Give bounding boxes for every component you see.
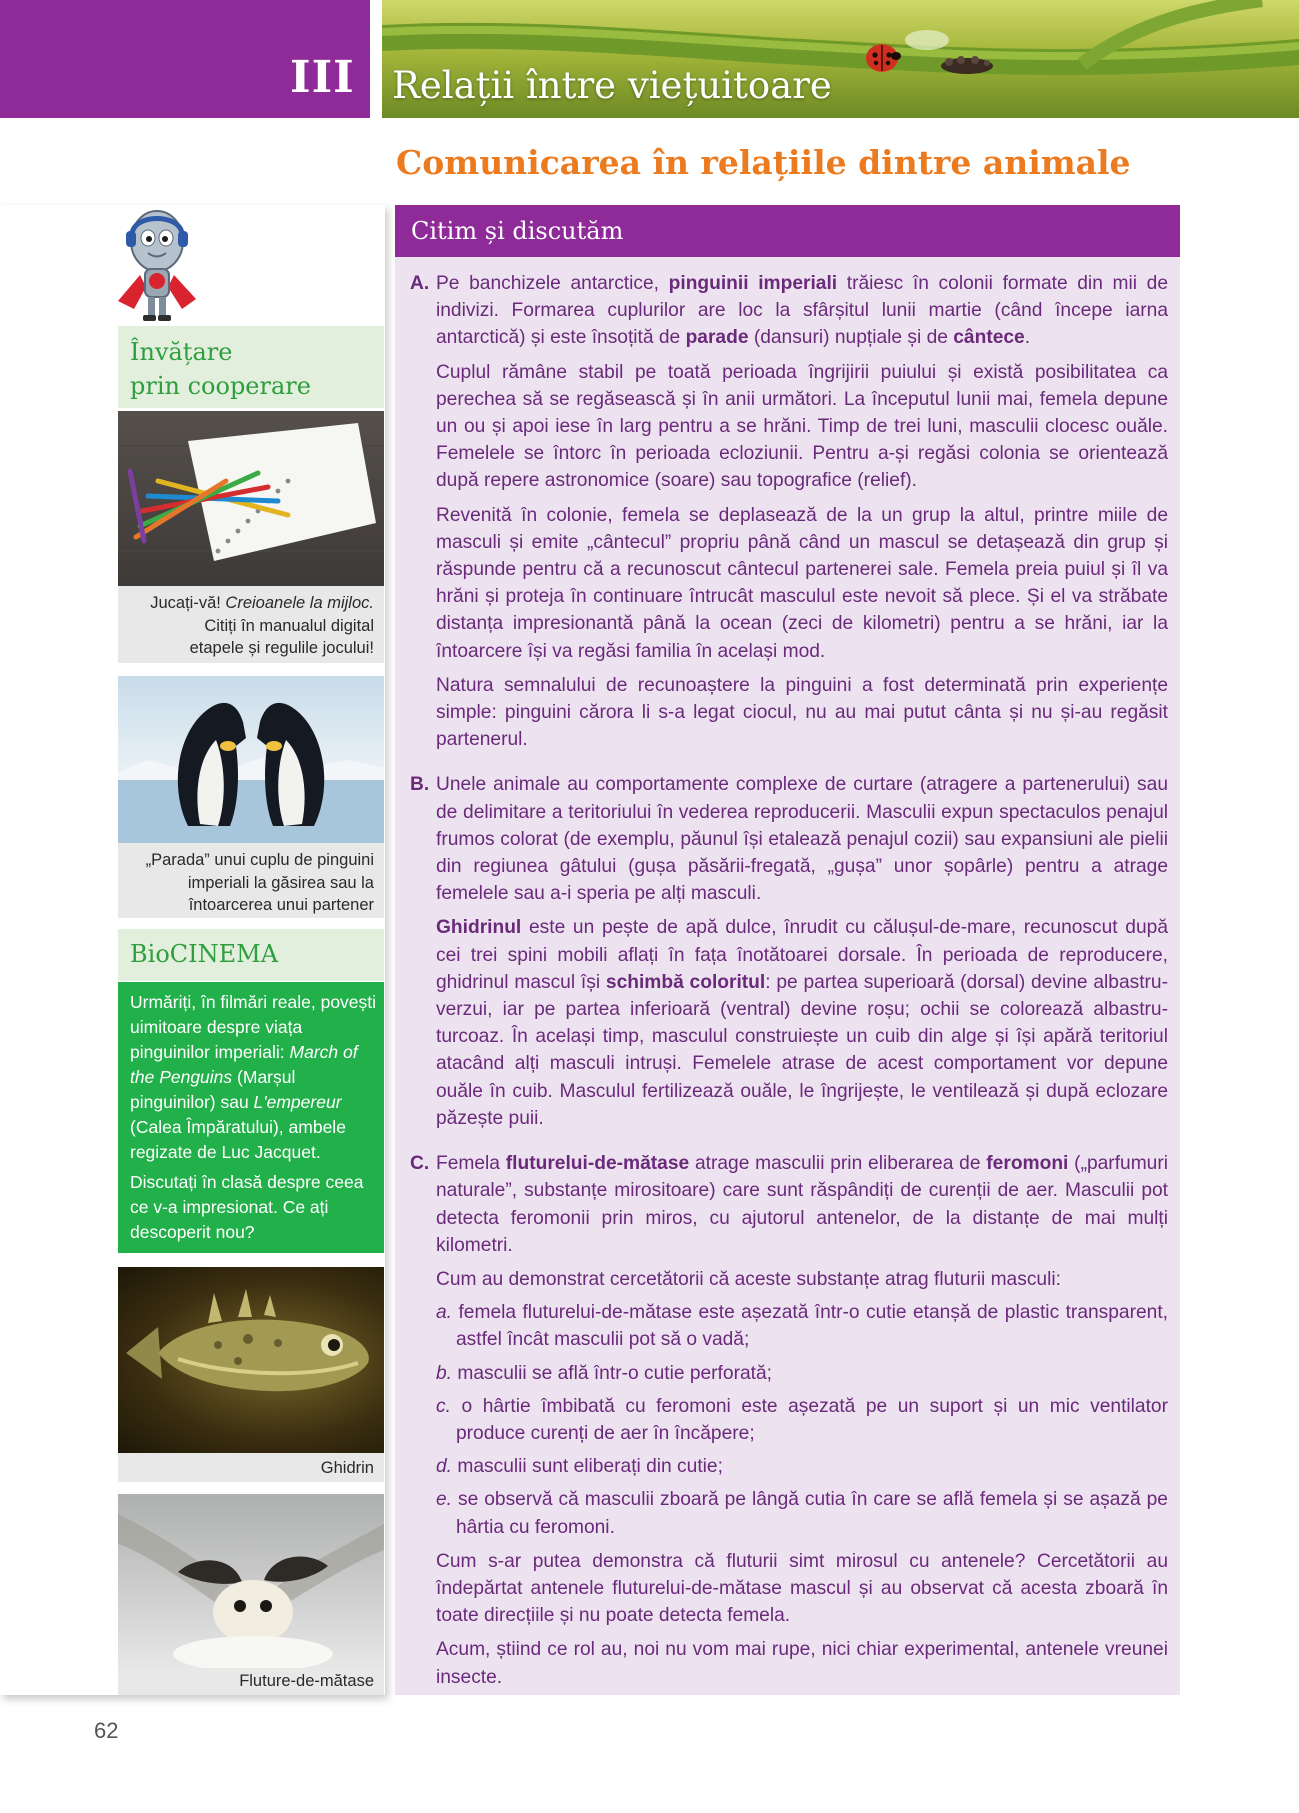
page-title: Comunicarea în relațiile dintre animale (396, 143, 1131, 182)
experiment-step: e. se observă că masculii zboară pe lângă cutia în care se află femela și se așază pe hârtia cu feromoni. (436, 1489, 1168, 1538)
section-c-paragraph-2: Cum au demonstrat cercetătorii că aceste substanțe atrag fluturii masculi: (436, 1268, 1061, 1290)
section-a-paragraph-4: Natura semnalului de recunoaștere la pinguini a fost determinată prin experiențe simple: pinguini cărora li s-a legat ciocul, nu au mai putut cânta și nu și-au regăsit partenerul. (436, 674, 1168, 751)
experiment-step: d. masculii sunt eliberați din cutie; (436, 1456, 723, 1478)
fish-caption: Ghidrin (320, 1459, 374, 1477)
penguin-caption: „Parada” unui cuplu de pinguini imperiali la găsirea sau la întoarcerea unui partener (145, 851, 374, 914)
biocinema-text: Urmăriți, în filmări reale, povești uimitoare despre viața pinguinilor imperiali: March of the Penguins (Marșul pinguinilor) sau L'empereur (Calea Împăratului), ambele regizate de Luc Jacquet. Discutați în clasă despre ceea ce v-a impresionat. Ce ați descoperit nou? (130, 992, 377, 1242)
experiment-step: a. femela fluturelui-de-mătase este așezată într-o cutie etanșă de plastic transparent, astfel încât masculii pot să o vadă; (436, 1302, 1168, 1351)
chapter-numeral: III (290, 52, 355, 103)
page-number: 62 (94, 1718, 119, 1743)
experiment-step: c. o hârtie îmbibată cu feromoni este așezată pe un suport și un mic ventilator produce curenți de aer în încăpere; (436, 1395, 1168, 1444)
stickleback-fish-image (118, 1267, 384, 1453)
biocinema-title: BioCINEMA (130, 940, 279, 968)
section-b-paragraph-1: B. Unele animale au comportamente complexe de curtare (atragere a partenerului) sau de delimitare a teritoriului în vederea reproducerii. Masculii expun spectaculos penajul frumos colorat (de exemplu, păunul își etalează penajul cozii) sau expansiuni ale pielii din regiunea gâtului (gușa păsării-fregată, „gușa” unor șopârle) pentru a atrage femelele sau a-i speria pe alți masculi. (410, 771, 1168, 907)
reading-section-title: Citim și discutăm (411, 217, 624, 245)
section-b-letter: B. (410, 774, 430, 796)
reading-text (410, 270, 1168, 1691)
section-b-paragraph-2: Ghidrinul este un pește de apă dulce, înrudit cu călușul-de-mare, recunoscut după cei trei spini mobili aflați în fața înotătoarei dorsale. În perioada de reproducere, ghidrinul mascul își schimbă coloritul: pe partea superioară (dorsal) devine albastru-verzui, iar pe partea inferioară (ventral) devine roșu; ochii se colorează albastru-turcoaz. În același timp, masculul construiește un cuib din alge și își apără teritoriul atacând alți masculi intruși. Femelele atrase de acest comportament vor depune ouăle în cuib. Masculul fertilizează ouăle, le îngrijește, le ventilează și după eclozare păzește puii. (436, 917, 1168, 1129)
silk-moth-image (118, 1494, 384, 1668)
section-a-paragraph-3: Revenită în colonie, femela se deplasează de la un grup la altul, printre miile de masculi și emite „cântecul” propriu până când un mascul se detașează din grup și răspunde pentru că a recunoscut cântecul partenerei sale. Femela preia puiul și îl va hrăni și proteja în continuare întrucât masculul este nevoit să plece. Și el va străbate distanța impresionantă până la ocean (zeci de kilometri) pentru a se hrăni, iar la întoarcere își va regăsi familia în același mod. (436, 504, 1168, 662)
cooperative-learning-title (130, 335, 380, 403)
section-c-letter: C. (410, 1153, 430, 1175)
section-c-paragraph-3: Cum s-ar putea demonstra că fluturii simt mirosul cu antenele? Cercetătorii au îndepărtat antenele fluturelui-de-mătase mascul și au observat că acesta zboară în toate direcțiile și nu poate detecta femela. (436, 1550, 1168, 1627)
notebook-pencils-image (118, 411, 384, 586)
mascot-icon (112, 205, 202, 325)
coop-title-line2: prin cooperare (130, 372, 311, 400)
notebook-caption: Jucați-vă! Creioanele la mijloc. Citiți în manualul digital etapele și regulile jocului! (150, 594, 374, 657)
section-a-paragraph-1: A. Pe banchizele antarctice, pinguinii imperiali trăiesc în colonii formate din mii de indivizi. Formarea cuplurilor are loc la sfârșitul lunii martie (când începe iarna antarctică) și este însoțită de parade (dansuri) nupțiale și de cântece. (410, 270, 1168, 352)
chapter-title: Relații între viețuitoare (392, 64, 832, 107)
experiment-step: b. masculii se află într-o cutie perforată; (436, 1362, 772, 1384)
section-c-paragraph-1: C. Femela fluturelui-de-mătase atrage masculii prin eliberarea de feromoni („parfumuri naturale”, substanțe mirositoare) care sunt răspândiți de curenții de aer. Masculii pot detecta feromonii prin miros, cu ajutorul antenelor, de la distanțe de mai mulți kilometri. (410, 1150, 1168, 1259)
moth-caption: Fluture-de-mătase (239, 1672, 374, 1690)
section-a-letter: A. (410, 273, 430, 294)
section-a-paragraph-2: Cuplul rămâne stabil pe toată perioada îngrijirii puiului și există posibilitatea ca perechea să se regăsească și în anii următori. La începutul lunii mai, femela depune un ou și apoi iese în larg pentru a se hrăni. Timp de trei luni, masculii clocesc ouăle. Femelele se întorc în perioada ecloziunii. Pentru a-și regăsi colonia se orientează după repere astronomice (soare) sau topografice (relief). (436, 361, 1168, 492)
coop-title-line1: Învățare (130, 338, 233, 366)
penguins-image (118, 676, 384, 843)
section-c-paragraph-4: Acum, știind ce rol au, noi nu vom mai rupe, nici chiar experimental, antenele vreunei insecte. (436, 1639, 1168, 1688)
